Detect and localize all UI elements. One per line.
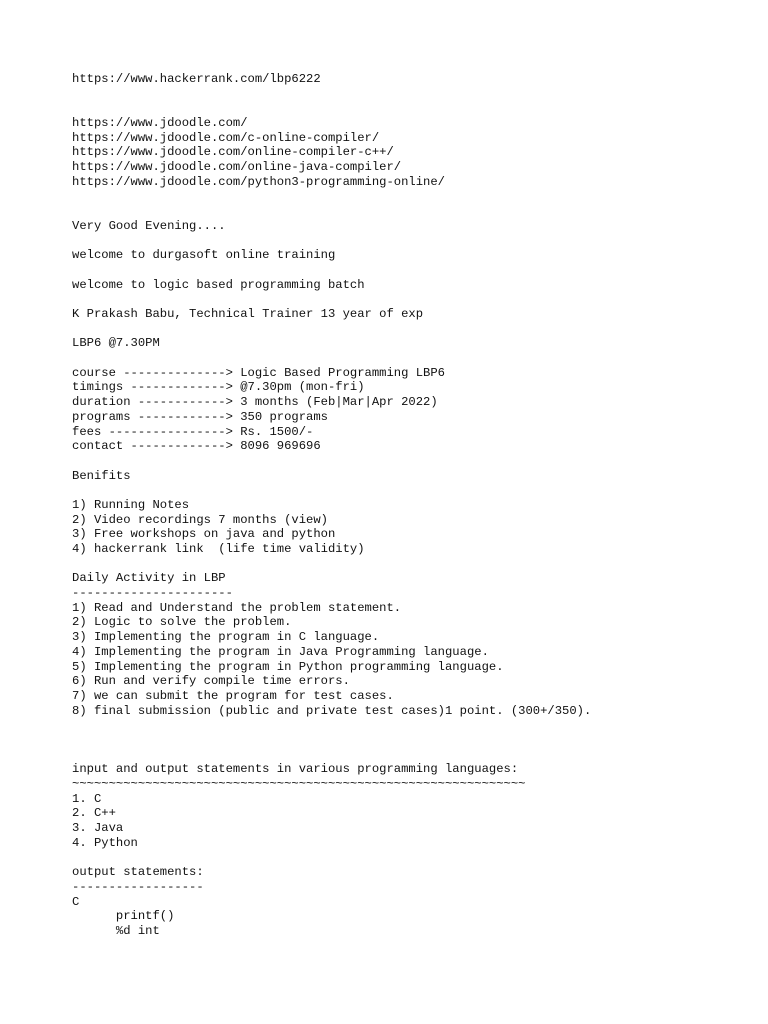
text-line: 5) Implementing the program in Python programming language. bbox=[72, 659, 504, 674]
text-line: 4) Implementing the program in Java Programming language. bbox=[72, 644, 489, 659]
blank-line bbox=[72, 850, 752, 865]
text-line: K Prakash Babu, Technical Trainer 13 year of exp bbox=[72, 307, 424, 321]
text-line: Benifits bbox=[72, 468, 131, 483]
text-line: 2) Video recordings 7 months (view) bbox=[72, 512, 328, 527]
text-line: welcome to durgasoft online training bbox=[72, 248, 336, 263]
text-line: printf() bbox=[72, 909, 175, 924]
text-line: 1) Read and Understand the problem statement. bbox=[72, 600, 402, 615]
text-line: ---------------------- bbox=[72, 586, 233, 601]
text-line: fees ----------------> Rs. 1500/- bbox=[72, 424, 314, 439]
blank-line bbox=[72, 351, 752, 366]
text-line: 1. C bbox=[72, 791, 102, 806]
blank-line bbox=[72, 557, 752, 572]
blank-line bbox=[72, 748, 752, 763]
blank-line bbox=[72, 190, 752, 205]
text-line: programs ------------> 350 programs bbox=[72, 409, 328, 424]
blank-line bbox=[72, 322, 752, 337]
text-line: 4) hackerrank link (life time validity) bbox=[72, 542, 365, 556]
text-line: output statements: bbox=[72, 865, 204, 880]
blank-line bbox=[72, 483, 752, 498]
text-line: 3) Free workshops on java and python bbox=[72, 527, 336, 542]
text-line: ~~~~~~~~~~~~~~~~~~~~~~~~~~~~~~~~~~~~~~~~~~~~~~~~~~~~~~~~~~~~~~ bbox=[72, 777, 526, 791]
text-line: 4. Python bbox=[72, 835, 138, 850]
text-line: https://www.jdoodle.com/python3-programming-online/ bbox=[72, 174, 445, 189]
text-line: 7) we can submit the program for test cases. bbox=[72, 688, 394, 703]
text-line: timings -------------> @7.30pm (mon-fri) bbox=[72, 380, 365, 395]
blank-line bbox=[72, 718, 752, 733]
blank-line bbox=[72, 87, 752, 102]
text-line: Daily Activity in LBP bbox=[72, 571, 226, 586]
blank-line bbox=[72, 101, 752, 116]
text-line: https://www.jdoodle.com/online-java-compiler/ bbox=[72, 160, 402, 175]
text-line: LBP6 @7.30PM bbox=[72, 336, 160, 351]
text-line: 2. C++ bbox=[72, 806, 116, 821]
text-line: welcome to logic based programming batch bbox=[72, 277, 365, 292]
text-line: contact -------------> 8096 969696 bbox=[72, 439, 321, 454]
text-line: https://www.jdoodle.com/c-online-compiler/ bbox=[72, 130, 380, 145]
text-line: https://www.jdoodle.com/ bbox=[72, 116, 248, 131]
text-line: 6) Run and verify compile time errors. bbox=[72, 674, 350, 689]
blank-line bbox=[72, 733, 752, 748]
blank-line bbox=[72, 234, 752, 249]
text-line: 2) Logic to solve the problem. bbox=[72, 615, 292, 630]
text-line: course --------------> Logic Based Programming LBP6 bbox=[72, 365, 445, 380]
text-line: https://www.jdoodle.com/online-compiler-c++/ bbox=[72, 145, 394, 160]
text-line: duration ------------> 3 months (Feb|Mar|Apr 2022) bbox=[72, 395, 438, 410]
blank-line bbox=[72, 204, 752, 219]
text-line: 3. Java bbox=[72, 821, 124, 836]
blank-line bbox=[72, 263, 752, 278]
text-line: ------------------ bbox=[72, 879, 204, 894]
text-line: https://www.hackerrank.com/lbp6222 bbox=[72, 72, 321, 86]
text-line: input and output statements in various programming languages: bbox=[72, 762, 519, 777]
text-line: 3) Implementing the program in C language. bbox=[72, 630, 380, 645]
text-line: %d int bbox=[72, 923, 160, 938]
blank-line bbox=[72, 292, 752, 307]
text-line: 1) Running Notes bbox=[72, 497, 190, 512]
text-line: 8) final submission (public and private test cases)1 point. (300+/350). bbox=[72, 703, 592, 718]
text-line: Very Good Evening.... bbox=[72, 218, 226, 233]
document-page bbox=[72, 72, 752, 939]
text-line: C bbox=[72, 894, 80, 909]
blank-line bbox=[72, 454, 752, 469]
